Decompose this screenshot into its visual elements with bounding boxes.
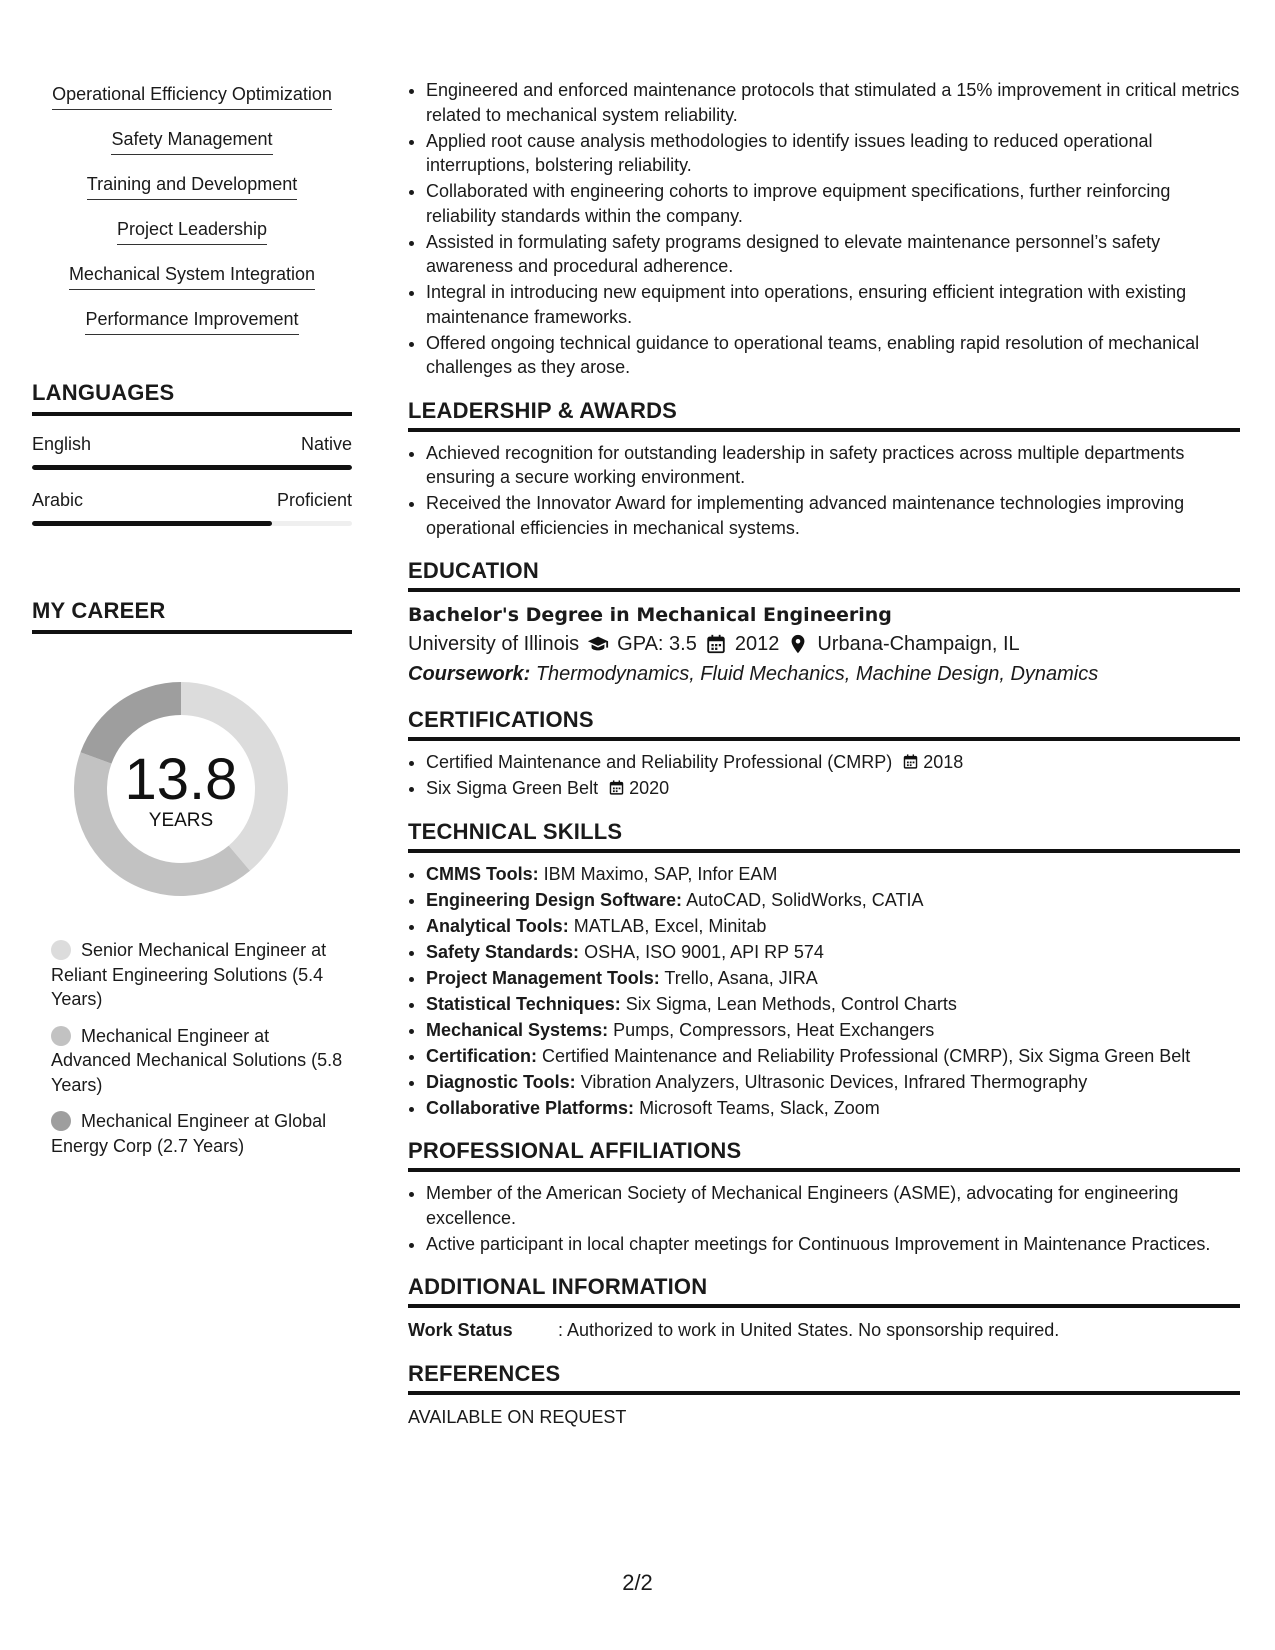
skill-tag: Project Leadership: [117, 217, 267, 245]
skill-tag: Safety Management: [111, 127, 272, 155]
languages-heading: LANGUAGES: [32, 380, 352, 416]
work-status-row: [408, 1317, 1240, 1343]
education-details: [408, 629, 1240, 659]
education-coursework: [408, 659, 1240, 689]
affiliations-heading: PROFESSIONAL AFFILIATIONS: [408, 1138, 1240, 1172]
list-item: [32, 127, 352, 172]
calendar-icon: [705, 633, 727, 655]
skills-list: [32, 82, 352, 352]
language-arabic: [32, 490, 352, 526]
skill-label: CMMS Tools:: [426, 863, 539, 884]
references-heading: REFERENCES: [408, 1361, 1240, 1395]
list-item: • Engineered and enforced maintenance protocols that stimulated a 15% improvement in critical metrics related to mechanical system reliability.: [426, 78, 1240, 127]
career-legend: [32, 938, 352, 1158]
list-item: [426, 1096, 1240, 1121]
graduation-cap-icon: [587, 633, 609, 655]
list-item: [426, 914, 1240, 939]
career-legend-item: [51, 1109, 352, 1158]
leadership-heading: LEADERSHIP & AWARDS: [408, 398, 1240, 432]
skill-label: Statistical Techniques:: [426, 993, 621, 1014]
list-item: • Collaborated with engineering cohorts to improve equipment specifications, further reinforcing reliability standards within the company.: [426, 179, 1240, 228]
skill-value: Trello, Asana, JIRA: [664, 967, 818, 988]
list-item: [426, 776, 1240, 801]
list-item: [32, 217, 352, 262]
language-level: Native: [300, 434, 352, 454]
skill-value: Pumps, Compressors, Heat Exchangers: [613, 1019, 935, 1040]
list-item: [426, 940, 1240, 965]
additional-info-heading: ADDITIONAL INFORMATION: [408, 1274, 1240, 1308]
language-name: English: [32, 434, 92, 454]
career-legend-label: Senior Mechanical Engineer at Reliant Engineering Solutions (5.4 Years): [51, 940, 327, 1009]
legend-dot: [51, 940, 71, 960]
list-item: [426, 1070, 1240, 1095]
list-item: [426, 992, 1240, 1017]
skill-value: IBM Maximo, SAP, Infor EAM: [543, 863, 778, 884]
skill-label: Safety Standards:: [426, 941, 580, 962]
skill-label: Mechanical Systems:: [426, 1019, 609, 1040]
skill-value: Certified Maintenance and Reliability Professional (CMRP), Six Sigma Green Belt: [542, 1045, 1191, 1066]
language-english: [32, 434, 352, 470]
language-proficiency-fill: [32, 465, 352, 470]
list-item: [426, 888, 1240, 913]
list-item: [426, 1018, 1240, 1043]
skill-tag: Operational Efficiency Optimization: [52, 82, 332, 110]
list-item: [32, 262, 352, 307]
skill-tag: Performance Improvement: [85, 307, 298, 335]
skill-value: Six Sigma, Lean Methods, Control Charts: [625, 993, 957, 1014]
list-item: [32, 307, 352, 352]
list-item: [32, 82, 352, 127]
career-heading: MY CAREER: [32, 598, 352, 634]
calendar-icon: [608, 779, 625, 796]
education-heading: EDUCATION: [408, 558, 1240, 592]
list-item: [32, 172, 352, 217]
career-total-unit: YEARS: [148, 810, 214, 831]
map-pin-icon: [787, 633, 809, 655]
list-item: • Active participant in local chapter meetings for Continuous Improvement in Maintenance Practices.: [426, 1232, 1240, 1257]
list-item: • Offered ongoing technical guidance to operational teams, enabling rapid resolution of mechanical challenges as they arose.: [426, 331, 1240, 380]
skill-label: Project Management Tools:: [426, 967, 660, 988]
career-donut-chart: [66, 674, 296, 904]
technical-skills-list: [408, 862, 1240, 1121]
certification-year: 2020: [629, 778, 670, 798]
coursework-label: Coursework:: [408, 663, 531, 685]
education-location: Urbana-Champaign, IL: [817, 633, 1020, 655]
list-item: [426, 862, 1240, 887]
skill-value: Vibration Analyzers, Ultrasonic Devices, Infrared Thermography: [580, 1071, 1088, 1092]
skill-label: Diagnostic Tools:: [426, 1071, 576, 1092]
list-item: [426, 1044, 1240, 1069]
education-degree: Bachelor's Degree in Mechanical Engineering: [408, 604, 892, 626]
skill-label: Engineering Design Software:: [426, 889, 683, 910]
coursework-value: Thermodynamics, Fluid Mechanics, Machine Design, Dynamics: [535, 663, 1099, 685]
work-status-label: Work Status: [408, 1320, 513, 1340]
skill-tag: Training and Development: [87, 172, 297, 200]
education-year: 2012: [734, 633, 780, 655]
list-item: • Received the Innovator Award for implementing advanced maintenance technologies improving operational efficiencies in mechanical systems.: [426, 491, 1240, 540]
main-content: [408, 78, 1240, 1430]
education-gpa: GPA: 3.5: [617, 633, 697, 655]
career-legend-label: Mechanical Engineer at Global Energy Corp (2.7 Years): [51, 1111, 327, 1156]
legend-dot: [51, 1111, 71, 1131]
certifications-heading: CERTIFICATIONS: [408, 707, 1240, 741]
certification-name: Six Sigma Green Belt: [426, 778, 599, 798]
language-level: Proficient: [276, 490, 352, 510]
skill-label: Collaborative Platforms:: [426, 1097, 635, 1118]
calendar-icon: [902, 753, 919, 770]
list-item: • Integral in introducing new equipment into operations, ensuring efficient integration with existing maintenance frameworks.: [426, 280, 1240, 329]
certification-year: 2018: [923, 752, 964, 772]
skill-label: Analytical Tools:: [426, 915, 569, 936]
affiliations-list: [408, 1181, 1240, 1256]
skill-value: MATLAB, Excel, Minitab: [573, 915, 767, 936]
certification-name: Certified Maintenance and Reliability Professional (CMRP): [426, 752, 893, 772]
sidebar: [32, 82, 352, 1170]
donut-center: [66, 674, 296, 904]
list-item: • Applied root cause analysis methodologies to identify issues leading to reduced operational interruptions, bolstering reliability.: [426, 129, 1240, 178]
skill-tag: Mechanical System Integration: [69, 262, 315, 290]
education-entry: [408, 601, 1240, 689]
certifications-list: [408, 750, 1240, 801]
skill-value: Microsoft Teams, Slack, Zoom: [639, 1097, 880, 1118]
career-total-years: 13.8: [124, 747, 238, 812]
references-text: AVAILABLE ON REQUEST: [408, 1407, 627, 1427]
list-item: • Achieved recognition for outstanding leadership in safety practices across multiple departments ensuring a secure working environment.: [426, 441, 1240, 490]
skill-value: OSHA, ISO 9001, API RP 574: [584, 941, 824, 962]
list-item: • Assisted in formulating safety programs designed to elevate maintenance personnel’s safety awareness and procedural adherence.: [426, 230, 1240, 279]
language-proficiency-bar: [32, 521, 352, 526]
career-legend-label: Mechanical Engineer at Advanced Mechanical Solutions (5.8 Years): [51, 1025, 343, 1095]
list-item: [426, 750, 1240, 775]
leadership-list: [408, 441, 1240, 541]
page-number: 2/2: [622, 1570, 653, 1595]
education-school: University of Illinois: [408, 633, 580, 655]
skill-label: Certification:: [426, 1045, 538, 1066]
language-proficiency-bar: [32, 465, 352, 470]
list-item: [426, 966, 1240, 991]
language-proficiency-fill: [32, 521, 272, 526]
career-legend-item: [51, 1024, 352, 1098]
list-item: • Member of the American Society of Mechanical Engineers (ASME), advocating for engineering excellence.: [426, 1181, 1240, 1230]
work-status-value: : Authorized to work in United States. No sponsorship required.: [558, 1320, 1060, 1340]
skill-value: AutoCAD, SolidWorks, CATIA: [686, 889, 924, 910]
legend-dot: [51, 1026, 71, 1046]
experience-bullets: [408, 78, 1240, 380]
language-name: Arabic: [32, 490, 84, 510]
technical-skills-heading: TECHNICAL SKILLS: [408, 819, 1240, 853]
career-legend-item: [51, 938, 352, 1012]
